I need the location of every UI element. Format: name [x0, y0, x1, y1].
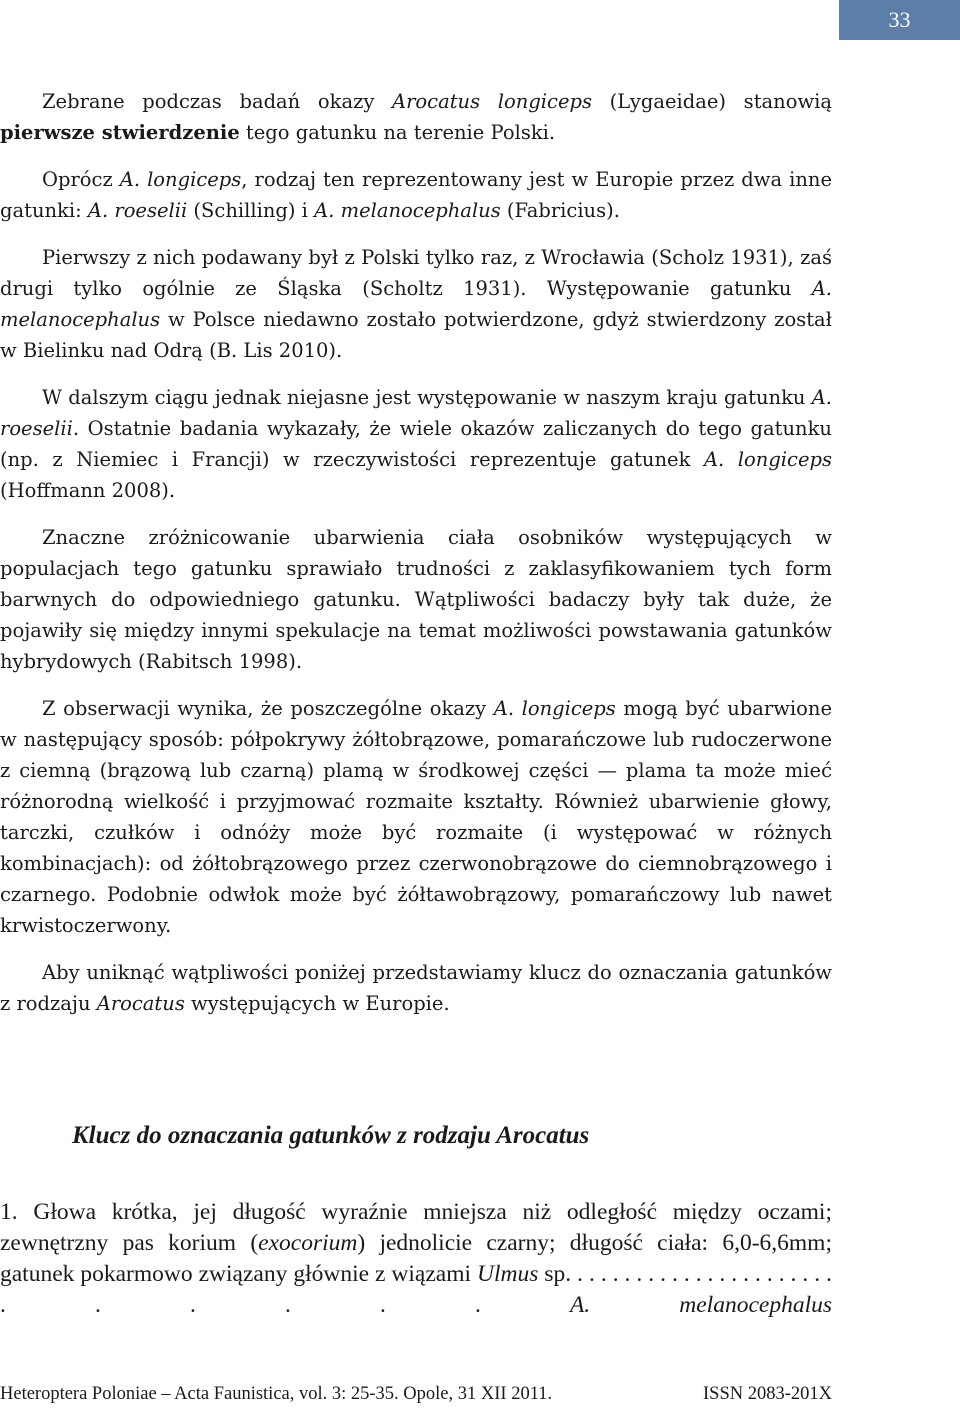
- leader-dots: sp. . . . . . . . . . . . . . . . . . . . . . . . . . . . .: [0, 1261, 833, 1318]
- key-item-1: [0, 1197, 832, 1321]
- paragraph-3: [0, 242, 832, 366]
- paragraph-6: [0, 693, 832, 941]
- genus-name: Arocatus: [96, 992, 185, 1015]
- paragraph-1: [0, 86, 832, 148]
- species-name: A. melanocephalus: [314, 199, 501, 222]
- text: W dalszym ciągu jednak niejasne jest występowanie w naszym kraju gatunku: [42, 386, 812, 409]
- text: Zebrane podczas badań okazy: [42, 90, 393, 113]
- species-name: A. melanocephalus: [569, 1292, 832, 1318]
- text: ) jednolicie czarny; długość ciała: 6,0-6,6mm; gatunek pokarmowo związany głównie z wiązami: [0, 1230, 832, 1287]
- text: Z obserwacji wynika, że poszczególne okazy: [42, 697, 494, 720]
- text: w Polsce niedawno zostało potwierdzone, gdyż stwierdzony został w Bielinku nad Odrą (B. Lis 2010).: [0, 308, 832, 362]
- text: 1. Głowa krótka, jej długość wyraźnie mniejsza niż odległość między oczami; zewnętrzny pas korium (: [0, 1199, 832, 1256]
- species-name: A. melanocephalus: [0, 277, 832, 331]
- bold-text: pierwsze stwierdzenie: [0, 121, 240, 144]
- species-name: A. roeselii: [0, 386, 832, 440]
- species-name: A. longiceps: [493, 697, 616, 720]
- body-text: [0, 86, 832, 1035]
- species-name: A. longiceps: [703, 448, 832, 471]
- paragraph-5: Znaczne zróżnicowanie ubarwienia ciała osobników występujących w populacjach tego gatunku sprawiało trudności z zaklasyfikowaniem tych form barwnych do odpowiedniego gatunku. Wątpliwości badaczy były tak duże, że pojawiły się między innymi spekulacje na temat możliwości powstawania gatunków hybrydowych (Rabitsch 1998).: [0, 526, 832, 673]
- text: (Fabricius).: [500, 199, 620, 222]
- text: , rodzaj ten reprezentowany jest w Europie przez dwa inne gatunki:: [0, 168, 832, 222]
- paragraph-4: [0, 382, 832, 506]
- paragraph-7: [0, 957, 832, 1019]
- text: (Hoffmann 2008).: [0, 479, 176, 502]
- text: (Lygaeidae) stanowią: [592, 90, 833, 113]
- text: mogą być ubarwione w następujący sposób: półpokrywy żółtobrązowe, pomarańczowe lub rudoczerwone z ciemną (brązową lub czarną) plamą w środkowej części — plama ta może mieć różnorodną wielkość i przyjmować rozmaite kształty. Również ubarwienie głowy, tarczki, czułków i odnóży może być rozmaite (i występować w różnych kombinacjach): od żółtobrązowego przez czerwonobrązowe do ciemnobrązowego i czarnego. Podobnie odwłok może być żółtawobrązowy, pomarańczowy lub nawet krwistoczerwony.: [0, 697, 832, 937]
- footer-issn: ISSN 2083-201X: [703, 1384, 832, 1404]
- genus-name: Ulmus: [477, 1261, 539, 1287]
- text: Aby uniknąć wątpliwości poniżej przedstawiamy klucz do oznaczania gatunków z rodzaju: [0, 961, 832, 1015]
- page-number: 33: [839, 0, 960, 40]
- text: . Ostatnie badania wykazały, że wiele okazów zaliczanych do tego gatunku (np. z Niemiec i Francji) w rzeczywistości reprezentuje gatunek: [0, 417, 832, 471]
- key-heading: Klucz do oznaczania gatunków z rodzaju Arocatus: [72, 1122, 590, 1149]
- text: tego gatunku na terenie Polski.: [239, 121, 556, 144]
- paragraph-2: [0, 164, 832, 226]
- species-name: Arocatus longiceps: [392, 90, 592, 113]
- footer: [0, 1384, 832, 1405]
- text: występujących w Europie.: [184, 992, 450, 1015]
- species-name: A. longiceps: [119, 168, 242, 191]
- species-name: A. roeselii: [87, 199, 188, 222]
- text: Pierwszy z nich podawany był z Polski tylko raz, z Wrocławia (Scholz 1931), zaś drugi tylko ogólnie ze Śląska (Scholtz 1931). Występowanie gatunku: [0, 246, 832, 300]
- text: Oprócz: [42, 168, 120, 191]
- term: exocorium: [258, 1230, 358, 1256]
- footer-citation: Heteroptera Poloniae – Acta Faunistica, vol. 3: 25-35. Opole, 31 XII 2011.: [0, 1384, 553, 1404]
- text: (Schilling) i: [187, 199, 315, 222]
